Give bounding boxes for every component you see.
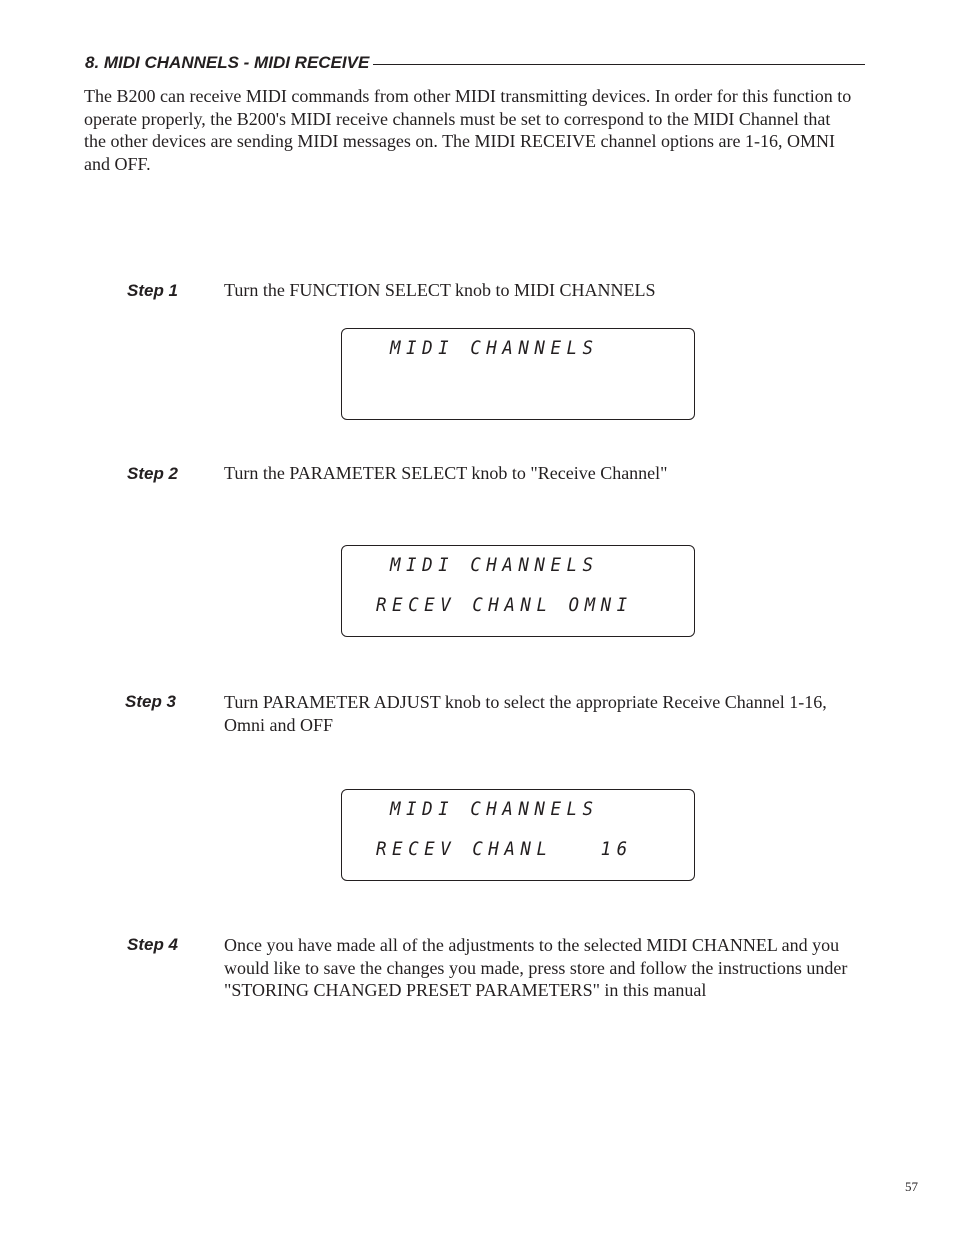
heading-rule <box>373 64 865 65</box>
lcd-line-1: MIDI CHANNELS <box>390 337 599 359</box>
step-3-label: Step 3 <box>125 692 177 711</box>
lcd-display-step-3 <box>341 789 695 881</box>
intro-paragraph: The B200 can receive MIDI commands from other MIDI transmitting devices. In order for this function to operate properly, the B200's MIDI receive channels must be set to correspond to the MIDI Channel that the other devices are sending MIDI messages on. The MIDI RECEIVE channel options are 1-16, OMNI and OFF. <box>84 86 852 174</box>
lcd-display-step-1 <box>341 328 695 420</box>
step-2-text: Turn the PARAMETER SELECT knob to "Receive Channel" <box>224 463 668 483</box>
step-4-label: Step 4 <box>127 935 179 954</box>
step-1-label: Step 1 <box>127 281 179 300</box>
lcd-line-1: MIDI CHANNELS <box>390 798 599 820</box>
lcd-display-step-2 <box>341 545 695 637</box>
page-number: 57 <box>905 1179 918 1194</box>
lcd-line-2: RECEV CHANL 16 <box>376 838 633 860</box>
step-4-text: Once you have made all of the adjustments to the selected MIDI CHANNEL and you would like to save the changes you made, press store and follow the instructions under "STORING CHANGED PRESET PARAMETERS" in this manual <box>224 935 848 1000</box>
step-2-label: Step 2 <box>127 464 179 483</box>
section-heading <box>85 52 865 74</box>
step-1-text: Turn the FUNCTION SELECT knob to MIDI CHANNELS <box>224 280 656 300</box>
section-title: 8. MIDI CHANNELS - MIDI RECEIVE <box>85 53 370 72</box>
lcd-line-1: MIDI CHANNELS <box>390 554 599 576</box>
lcd-line-2: RECEV CHANL OMNI <box>376 594 633 616</box>
step-3-text: Turn PARAMETER ADJUST knob to select the appropriate Receive Channel 1-16, Omni and OFF <box>224 692 827 735</box>
